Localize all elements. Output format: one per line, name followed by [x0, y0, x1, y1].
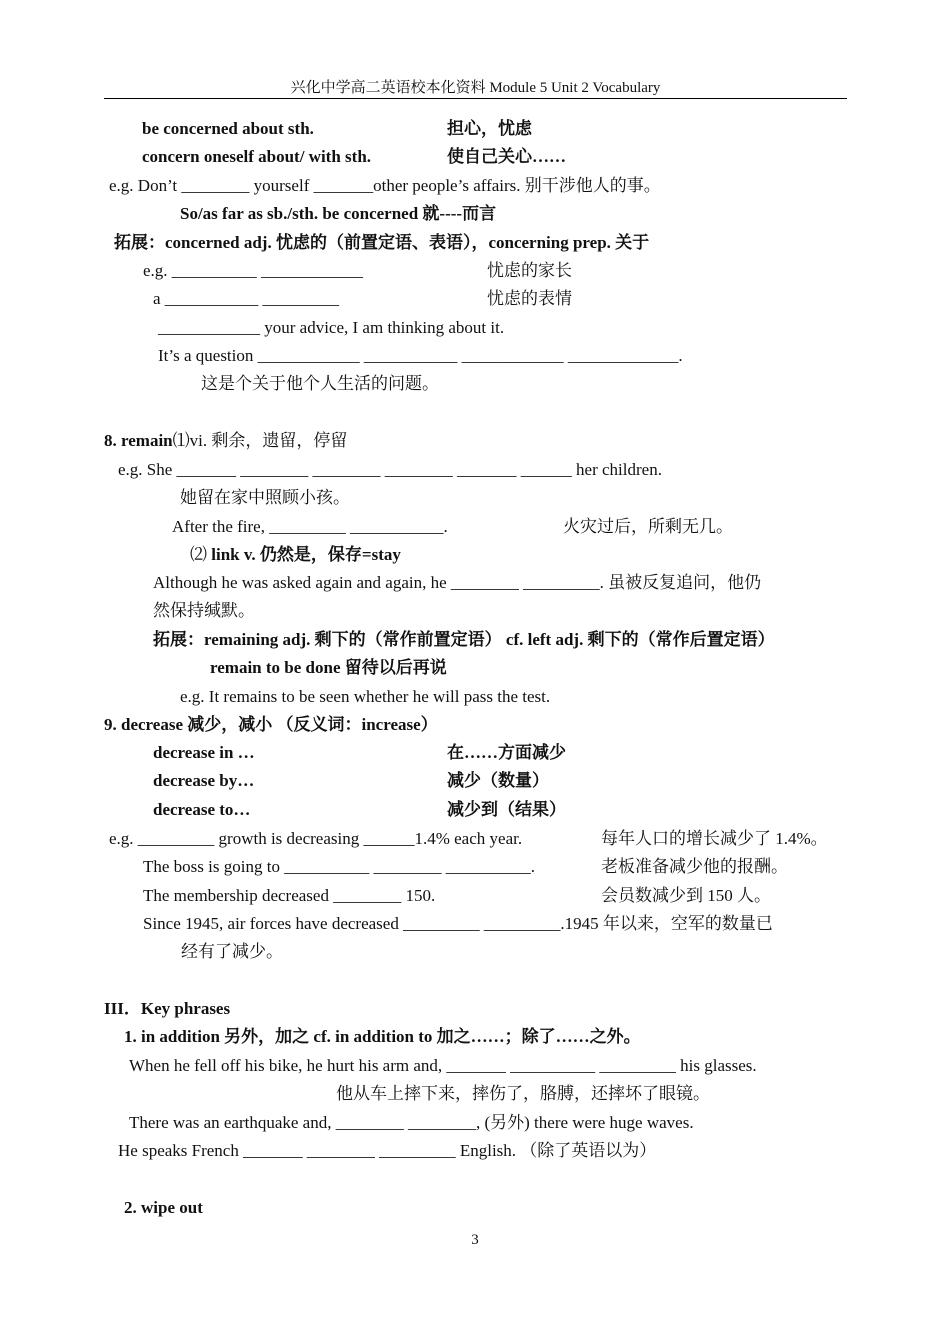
text-line: Since 1945, air forces have decreased _________ _________.1945 年以来，空军的数量已 [143, 914, 773, 933]
text-line: When he fell off his bike, he hurt his arm and, _______ __________ _________ his glasses. [129, 1056, 757, 1075]
text-line: 2. wipe out [124, 1198, 203, 1217]
key-phrases-heading: III．Key phrases [104, 999, 231, 1018]
text-line: 在……方面减少 [447, 743, 566, 762]
text-line: 减少（数量） [447, 771, 549, 790]
section-sub: ⑴vi. 剩余，遗留，停留 [172, 431, 348, 450]
text-line: 1. in addition 另外，加之 cf. in addition to 加之……；除了……之外。 [124, 1027, 641, 1046]
page-number: 3 [471, 1232, 479, 1248]
text-line: e.g. It remains to be seen whether he will pass the test. [180, 687, 551, 706]
text-line: e.g. Don’t ________ yourself _______other people’s affairs. 别干涉他人的事。 [109, 176, 661, 195]
text-line: 忧虑的家长 [487, 261, 572, 280]
text-line: 拓展：concerned adj. 忧虑的（前置定语、表语），concerning prep. 关于 [114, 233, 650, 252]
text-line: be concerned about sth. [142, 119, 314, 138]
text-line: The membership decreased ________ 150. [143, 886, 436, 905]
section-title: 8. remain [104, 431, 173, 450]
list-marker: ⑵ [190, 545, 212, 564]
text-line: 老板准备减少他的报酬。 [601, 857, 788, 876]
text-line: Although he was asked again and again, he ________ _________. 虽被反复追问，他仍 [153, 573, 762, 592]
text-line: 这是个关于他个人生活的问题。 [201, 374, 439, 393]
text-line: 忧虑的表情 [487, 289, 572, 308]
text-line: decrease to… [153, 800, 251, 819]
text-line: remain to be done 留待以后再说 [210, 658, 447, 677]
definition: link v. 仍然是，保存=stay [211, 545, 401, 564]
text-line: 使自己关心…… [447, 147, 566, 166]
text-line: 他从车上摔下来，摔伤了，胳膊，还摔坏了眼镜。 [336, 1084, 710, 1103]
text-line: 拓展：remaining adj. 剩下的（常作前置定语） cf. left adj. 剩下的（常作后置定语） [153, 630, 775, 649]
text-line: 然保持缄默。 [153, 601, 255, 620]
text-line: 会员数减少到 150 人。 [601, 886, 771, 905]
text-line: There was an earthquake and, ________ ________, (另外) there were huge waves. [129, 1113, 694, 1132]
text-line: It’s a question ____________ ___________ ____________ _____________. [158, 346, 683, 365]
text-line [190, 544, 401, 566]
text-line: 她留在家中照顾小孩。 [180, 488, 350, 507]
text-line: He speaks French _______ ________ _________ English. （除了英语以为） [118, 1141, 657, 1160]
text-line: 火灾过后，所剩无几。 [563, 517, 733, 536]
section-8-heading [104, 430, 347, 452]
text-line: After the fire, _________ ___________. [172, 517, 448, 536]
text-line: decrease by… [153, 771, 255, 790]
text-line: So/as far as sb./sth. be concerned 就----而言 [180, 204, 497, 223]
text-line: e.g. She _______ ________ ________ ________ _______ ______ her children. [118, 460, 662, 479]
section-9-heading: 9. decrease 减少，减小 （反义词：increase） [104, 715, 438, 734]
text-line: 经有了减少。 [181, 942, 283, 961]
page-header: 兴化中学高二英语校本化资料 Module 5 Unit 2 Vocabulary [104, 76, 847, 99]
text-line: 每年人口的增长减少了 1.4%。 [601, 829, 828, 848]
text-line: The boss is going to __________ ________ __________. [143, 857, 535, 876]
text-line: e.g. __________ ____________ [143, 261, 364, 280]
text-line: ____________ your advice, I am thinking about it. [158, 318, 505, 337]
text-line: e.g. _________ growth is decreasing ______1.4% each year. [109, 829, 523, 848]
text-line: decrease in … [153, 743, 255, 762]
text-line: 减少到（结果） [447, 800, 566, 819]
text-line: a ___________ _________ [153, 289, 340, 308]
text-line: 担心，忧虑 [447, 119, 532, 138]
text-line: concern oneself about/ with sth. [142, 147, 372, 166]
